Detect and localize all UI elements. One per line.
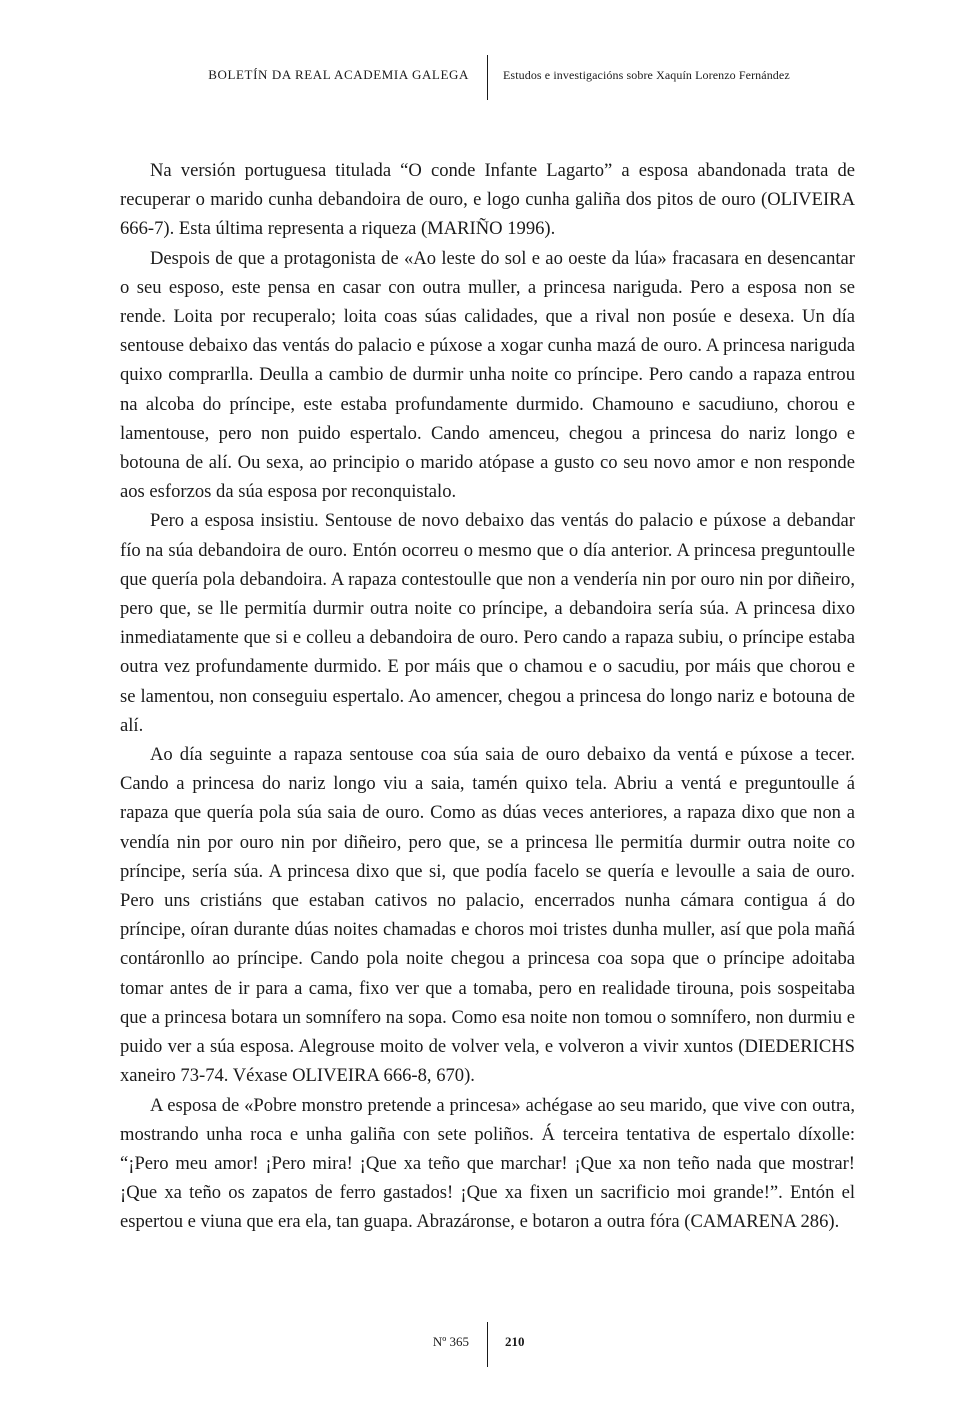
paragraph: A esposa de «Pobre monstro pretende a princesa» achégase ao seu marido, que vive con outra, mostrando unha roca e unha galiña con sete poliños. Á terceira tentativa de espertalo díxolle: “¡Pero meu amor! ¡Pero mira! ¡Que xa teño que marchar! ¡Que xa non teño nada que mostrar! ¡Que xa teño os zapatos de ferro gastados! ¡Que xa fixen un sacrificio moi grande!”. Entón el espertou e viuna que era ela, tan guapa. Abrazáronse, e botaron a outra fóra (CAMARENA 286). [120,1094,855,1233]
issue-number: Nº 365 [432,1334,469,1349]
page-footer [0,1322,975,1367]
article-body [120,156,855,1237]
paragraph: Despois de que a protagonista de «Ao leste do sol e ao oeste da lúa» fracasara en desencantar o seu esposo, este pensa en casar con outra muller, a princesa nariguda. Pero a esposa non se rende. Loita por recuperalo; loita coas súas calidades, que a rival non posúe e desexa. Un día sentouse debaixo das ventás do palacio e púxose a xogar cunha mazá de ouro. A princesa nariguda quixo comprarlla. Deulla a cambio de durmir unha noite co príncipe. Pero cando a rapaza entrou na alcoba do príncipe, este estaba profundamente durmido. Chamouno e sacudiuno, chorou e lamentouse, pero non puido espertalo. Cando amenceu, chegou a princesa do nariz longo e botouna de alí. Ou sexa, ao principio o marido atópase a gusto co seu novo amor e non responde aos esforzos da súa esposa por reconquistalo. [120,247,855,503]
footer-divider [487,1322,488,1367]
running-header [0,55,975,100]
section-title: Estudos e investigacións sobre Xaquín Lorenzo Fernández [503,68,790,82]
paragraph: Ao día seguinte a rapaza sentouse coa súa saia de ouro debaixo da ventá e púxose a tecer. Cando a princesa do nariz longo viu a saia, tamén quixo tela. Abriu a ventá e preguntoulle á rapaza que quería pola súa saia de ouro. Como as dúas veces anteriores, a rapaza dixo que non a vendía nin por ouro nin por diñeiro, pero que, se a princesa lle permitía durmir outra noite co príncipe, sería súa. A princesa dixo que si, que podía facelo se quería e levoulle a saia de ouro. Pero uns cristiáns que estaban cativos no palacio, encerrados nunha cámara contigua á do príncipe, oíran durante dúas noites chamadas e choros moi tristes dunha muller, así que pola mañá contáronllo ao príncipe. Cando pola noite chegou a princesa coa sopa que o príncipe adoitaba tomar antes de ir para a cama, fixo ver que a tomaba, pero en realidade tirouna, pois sospeitaba que a princesa botara un somnífero na sopa. Como esa noite non tomou o somnífero, non durmiu e puido ver a súa esposa. Alegrouse moito de volver vela, e volveron a vivir xuntos (DIEDERICHS xaneiro 73-74. Véxase OLIVEIRA 666-8, 670). [120,744,855,1087]
paragraph: Pero a esposa insistiu. Sentouse de novo debaixo das ventás do palacio e púxose a debandar fío na súa debandoira de ouro. Entón ocorreu o mesmo que o día anterior. A princesa preguntoulle que quería pola debandoira. A rapaza contestoulle que non a vendería nin por ouro nin por diñeiro, pero que, se lle permitía durmir outra noite co príncipe, a debandoira sería súa. A princesa dixo inmediatamente que si e colleu a debandoira de ouro. Pero cando a rapaza subiu, o príncipe estaba outra vez profundamente durmido. E por máis que o chamou e o sacudiu, por máis que chorou e se lamentou, non conseguiu espertalo. Ao amencer, chegou a princesa do longo nariz e botouna de alí. [120,510,855,736]
journal-title: BOLETÍN DA REAL ACADEMIA GALEGA [208,67,469,82]
page-number: 210 [505,1334,525,1349]
paragraph: Na versión portuguesa titulada “O conde Infante Lagarto” a esposa abandonada trata de recuperar o marido cunha debandoira de ouro, e logo cunha galiña dos pitos de ouro (OLIVEIRA 666-7). Esta última representa a riqueza (MARIÑO 1996). [120,160,855,240]
header-divider [487,55,488,100]
